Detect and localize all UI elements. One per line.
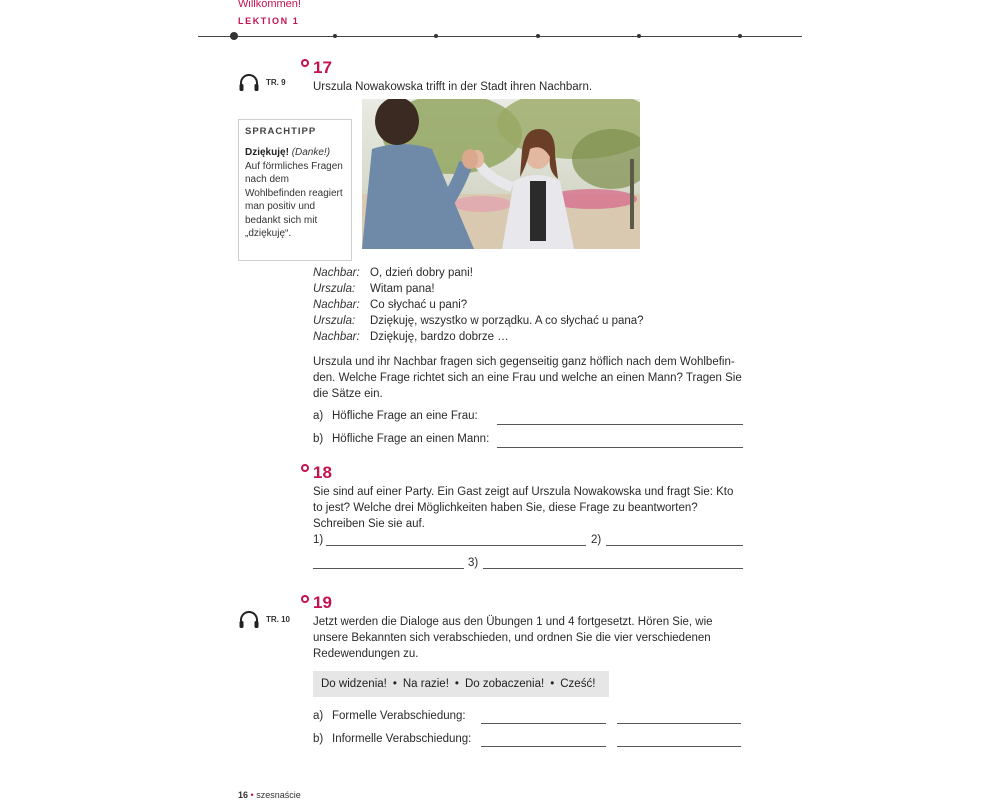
phrase: Do widzenia! xyxy=(321,678,387,690)
answer-number-1: 1) xyxy=(313,534,324,546)
audio-track-9[interactable] xyxy=(238,73,286,92)
progress-dot-current xyxy=(230,32,238,40)
answer-label: b) xyxy=(313,433,324,445)
sprachtipp-text: Auf förmliches Fragen nach dem Wohlbefinden reagiert man positiv und bedankt sich mit „dziękuję“. xyxy=(245,160,343,239)
dialog-line: Dziękuję, bardzo dobrze … xyxy=(370,331,509,343)
sprachtipp-word: Dziękuję! xyxy=(245,147,289,158)
dialog-row xyxy=(313,265,644,281)
dialog-line: Dziękuję, wszystko w porządku. A co słychać u pana? xyxy=(370,315,644,327)
exercise-number-17: 17 xyxy=(313,58,332,77)
exercise-17-task-line: die Sätze ein. xyxy=(313,388,383,400)
lesson-progress-line xyxy=(198,36,802,37)
progress-dot xyxy=(536,34,540,38)
answer-prompt: Höfliche Frage an eine Frau: xyxy=(332,410,478,422)
dialog-speaker: Nachbar: xyxy=(313,267,360,279)
dialog-speaker: Urszula: xyxy=(313,283,356,295)
answer-label: a) xyxy=(313,710,324,722)
exercise-19-line: Redewendungen zu. xyxy=(313,648,419,660)
dialog-row xyxy=(313,329,644,345)
progress-dot xyxy=(333,34,337,38)
dialog-speaker: Nachbar: xyxy=(313,331,360,343)
sprachtipp-box xyxy=(238,119,352,261)
dialog-row xyxy=(313,281,644,297)
answer-label: a) xyxy=(313,410,324,422)
headphones-icon xyxy=(238,73,260,92)
dialog-speaker: Nachbar: xyxy=(313,299,360,311)
dialog-line: O, dzień dobry pani! xyxy=(370,267,473,279)
answer-line-2-cont[interactable] xyxy=(313,567,464,569)
answer-line-formal-2[interactable] xyxy=(617,722,741,724)
bullet-separator: • xyxy=(392,678,397,690)
page-number: 16 xyxy=(238,790,249,800)
exercise-19-line: Jetzt werden die Dialoge aus den Übungen 1 und 4 fortgesetzt. Hören Sie, wie xyxy=(313,616,713,628)
bullet-separator: • xyxy=(454,678,459,690)
neighbours-greeting-photo xyxy=(362,99,640,249)
answer-row-b xyxy=(313,433,743,445)
dialog xyxy=(313,265,644,345)
answer-line-1[interactable] xyxy=(326,544,586,546)
headphones-icon xyxy=(238,610,260,629)
answer-line-informal-2[interactable] xyxy=(617,745,741,747)
dialog-line: Co słychać u pani? xyxy=(370,299,468,311)
progress-dot xyxy=(434,34,438,38)
exercise-17-task-line: Urszula und ihr Nachbar fragen sich gegenseitig ganz höflich nach dem Wohlbefin- xyxy=(313,356,735,368)
exercise-19-line: unsere Bekannten sich verabschieden, und ordnen Sie die vier verschiedenen xyxy=(313,632,711,644)
lesson-label: LEKTION 1 xyxy=(238,16,300,26)
sprachtipp-translation: (Danke!) xyxy=(291,147,331,158)
exercise-18-line: Sie sind auf einer Party. Ein Gast zeigt auf Urszula Nowakowska und fragt Sie: Kto xyxy=(313,486,734,498)
exercise-marker xyxy=(301,59,309,67)
exercise-number-18: 18 xyxy=(313,463,332,482)
exercise-17-task-line: den. Welche Frage richtet sich an eine Frau und welche an einen Mann? Tragen Sie xyxy=(313,372,742,384)
page-number-word: szesnaście xyxy=(256,790,301,800)
footer-bullet: • xyxy=(250,790,254,800)
answer-prompt: Höfliche Frage an einen Mann: xyxy=(332,433,490,445)
answer-line-2[interactable] xyxy=(606,544,743,546)
exercise-18-line: Schreiben Sie sie auf. xyxy=(313,518,425,530)
answer-line-a[interactable] xyxy=(497,423,743,425)
answer-prompt: Formelle Verabschiedung: xyxy=(332,710,466,722)
answer-line-b[interactable] xyxy=(497,446,743,448)
page-footer xyxy=(238,790,301,800)
dialog-line: Witam pana! xyxy=(370,283,435,295)
phrase: Cześć! xyxy=(560,678,596,690)
phrase: Do zobaczenia! xyxy=(464,678,545,690)
answer-row-formal xyxy=(313,710,466,722)
answer-line-formal-1[interactable] xyxy=(481,722,606,724)
answer-row-a xyxy=(313,410,743,422)
dialog-row xyxy=(313,313,644,329)
answer-number-3: 3) xyxy=(468,557,479,569)
bullet-separator: • xyxy=(550,678,555,690)
dialog-row xyxy=(313,297,644,313)
answer-prompt: Informelle Verabschiedung: xyxy=(332,733,472,745)
exercise-marker xyxy=(301,464,309,472)
dialog-speaker: Urszula: xyxy=(313,315,356,327)
track-label: TR. 10 xyxy=(266,615,291,624)
phrase: Na razie! xyxy=(402,678,449,690)
exercise-number-19: 19 xyxy=(313,593,332,612)
answer-row-informal xyxy=(313,733,471,745)
welcome-label: Willkommen! xyxy=(238,0,301,10)
sprachtipp-title: SPRACHTIPP xyxy=(245,126,317,137)
answer-number-2: 2) xyxy=(591,534,602,546)
answer-label: b) xyxy=(313,733,324,745)
progress-dot xyxy=(637,34,641,38)
exercise-18-line: to jest? Welche drei Möglichkeiten haben Sie, diese Frage zu beantworten? xyxy=(313,502,698,514)
answer-line-informal-1[interactable] xyxy=(481,745,606,747)
answer-line-3[interactable] xyxy=(483,567,743,569)
audio-track-10[interactable] xyxy=(238,610,290,629)
progress-dot xyxy=(738,34,742,38)
exercise-marker xyxy=(301,595,309,603)
exercise-17-intro: Urszula Nowakowska trifft in der Stadt ihren Nachbarn. xyxy=(313,81,593,93)
sprachtipp-body xyxy=(245,146,345,241)
track-label: TR. 9 xyxy=(266,78,286,87)
phrase-box xyxy=(313,671,609,697)
